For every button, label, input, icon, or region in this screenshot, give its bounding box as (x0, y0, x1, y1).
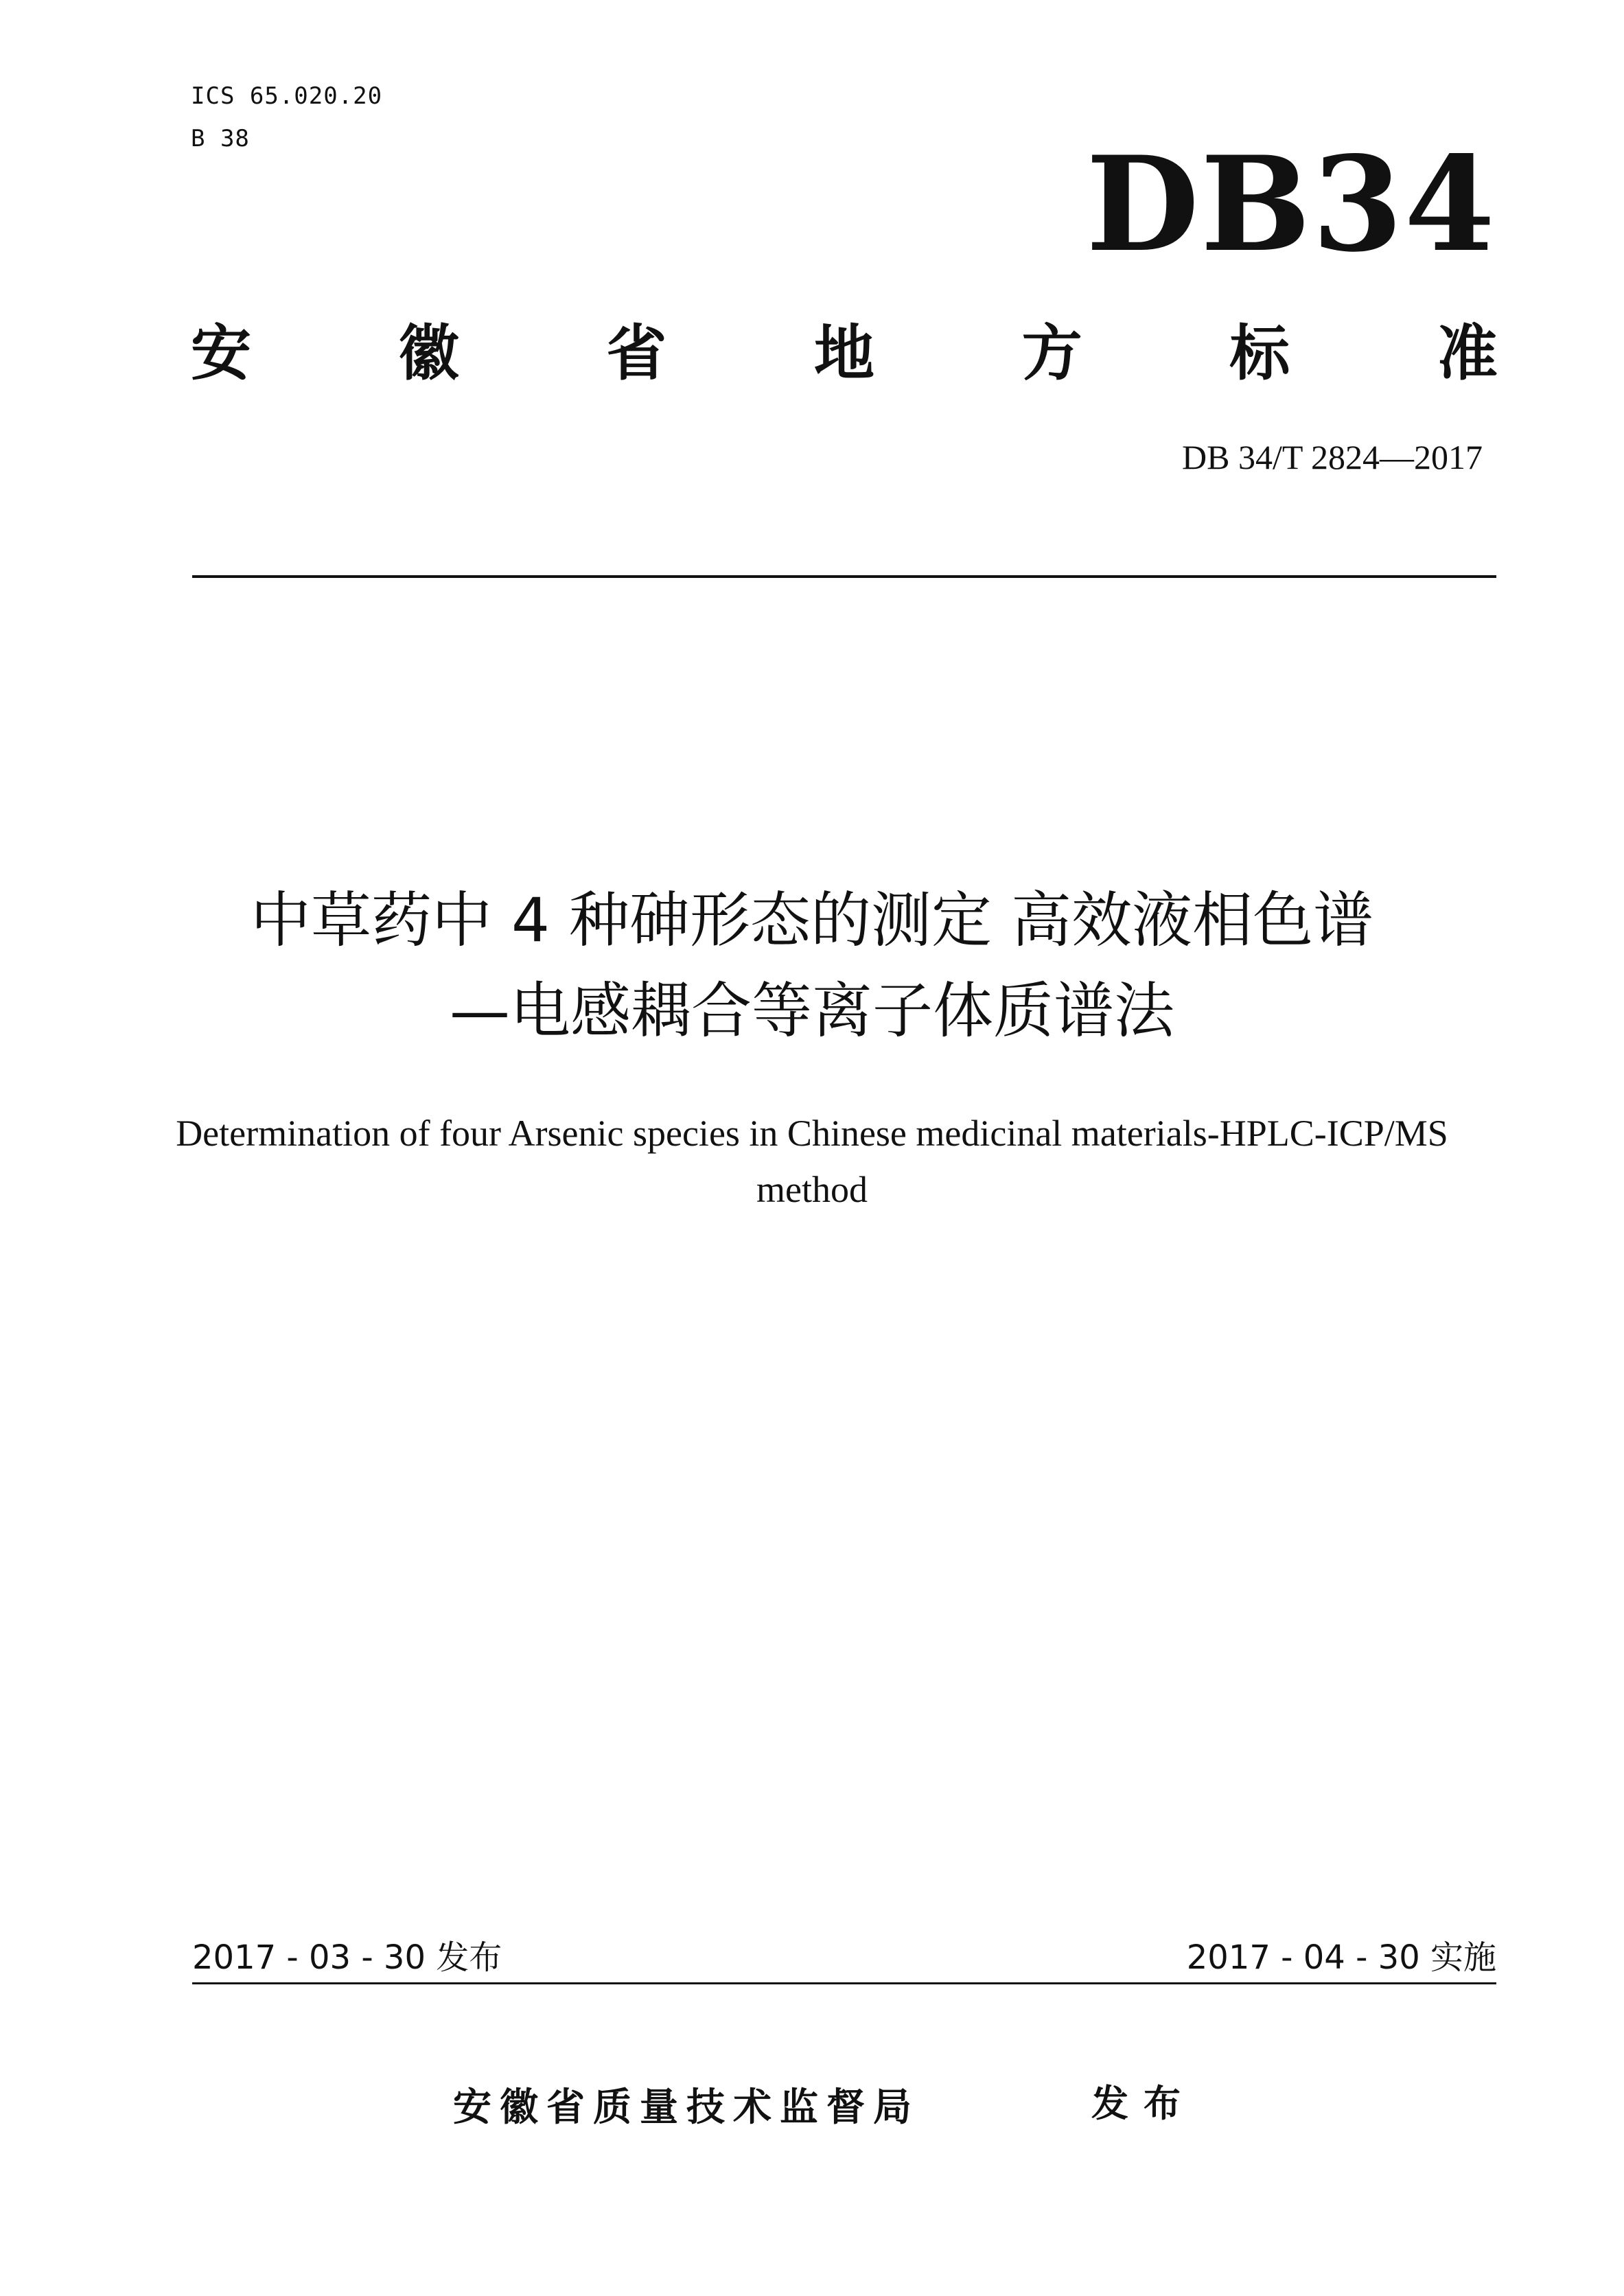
implementation-date: 2017 - 04 - 30 实施 (1186, 1938, 1496, 1977)
chinese-title (69, 875, 1555, 1056)
issuing-authority: 安徽省质量技术监督局 (453, 2085, 920, 2130)
standard-number: DB 34/T 2824—2017 (1182, 438, 1483, 476)
chinese-title-line-1: 中草药中 4 种砷形态的测定 高效液相色谱 (251, 885, 1373, 955)
bottom-divider (192, 1982, 1496, 1984)
standard-type-char: 徽 (398, 318, 459, 389)
issue-date: 2017 - 03 - 30 发布 (192, 1938, 502, 1977)
standard-type-char: 地 (813, 318, 874, 389)
standard-type-heading (191, 316, 1498, 391)
standard-type-char: 安 (191, 318, 252, 389)
ics-code: ICS 65.020.20 (191, 82, 383, 110)
standard-type-char: 方 (1021, 318, 1082, 389)
top-divider (192, 575, 1496, 578)
english-title-line-1: Determination of four Arsenic species in Chinese medicinal materials-HPLC-ICP/MS (176, 1113, 1448, 1154)
standard-code-mark: DB34 (1086, 128, 1496, 281)
english-title (103, 1105, 1521, 1218)
chinese-title-line-2: —电感耦合等离子体质谱法 (449, 975, 1174, 1046)
standard-type-char: 省 (606, 318, 667, 389)
publish-label: 发布 (1091, 2082, 1196, 2125)
standard-type-char: 标 (1229, 318, 1290, 389)
standard-type-char: 准 (1437, 318, 1498, 389)
ccs-code: B 38 (191, 125, 250, 152)
english-title-line-2: method (756, 1169, 868, 1210)
